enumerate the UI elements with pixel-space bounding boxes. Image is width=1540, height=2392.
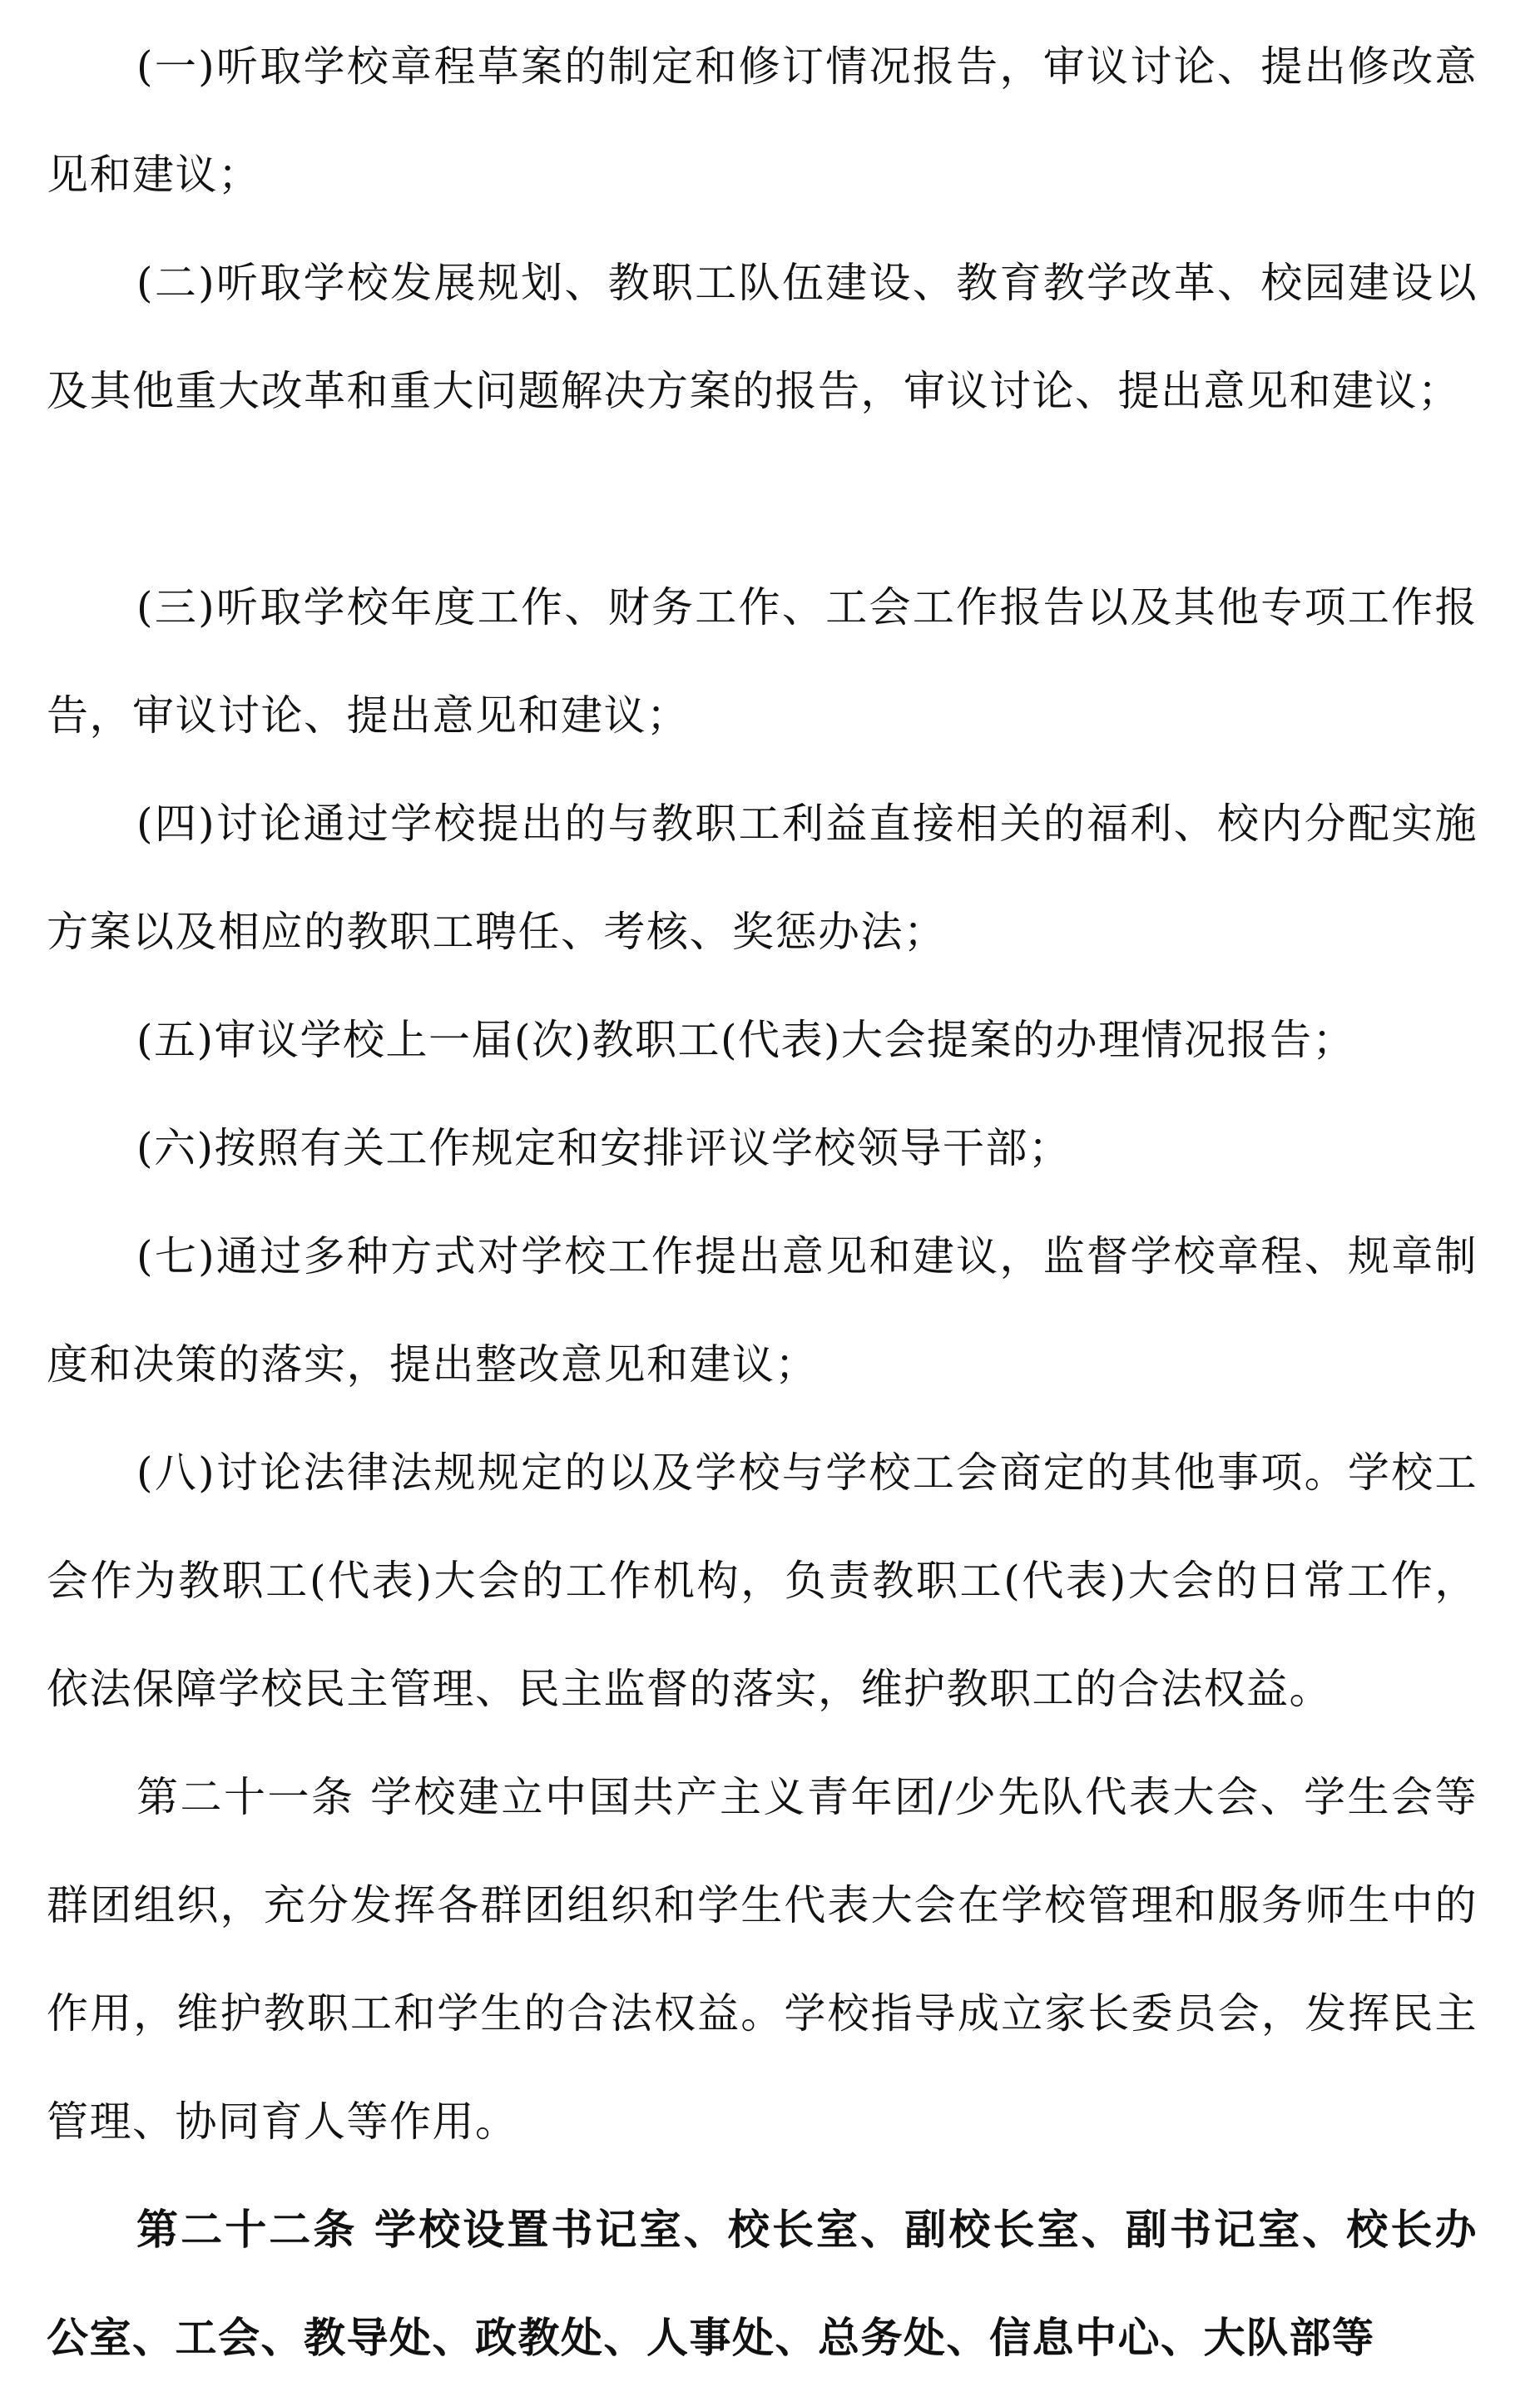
article-22-paragraph: 第二十二条 学校设置书记室、校长室、副校长室、副书记室、校长办公室、工会、教导处、政教处、人事处、总务处、信息中心、大队部等 xyxy=(47,2205,1478,2362)
clause-4-paragraph: (四)讨论通过学校提出的与教职工利益直接相关的福利、校内分配实施方案以及相应的教职工聘任、考核、奖惩办法； xyxy=(47,800,1478,956)
clause-2-paragraph: (二)听取学校发展规划、教职工队伍建设、教育教学改革、校园建设以及其他重大改革和重大问题解决方案的报告，审议讨论、提出意见和建议； xyxy=(47,259,1478,415)
clause-7-paragraph: (七)通过多种方式对学校工作提出意见和建议，监督学校章程、规章制度和决策的落实，提出整改意见和建议； xyxy=(47,1232,1478,1389)
clause-3-paragraph: (三)听取学校年度工作、财务工作、工会工作报告以及其他专项工作报告，审议讨论、提出意见和建议； xyxy=(47,583,1478,740)
clause-6-paragraph: (六)按照有关工作规定和安排评议学校领导干部； xyxy=(136,1124,1072,1172)
clause-5-paragraph: (五)审议学校上一届(次)教职工(代表)大会提案的办理情况报告； xyxy=(136,1016,1356,1064)
article-21-paragraph: 第二十一条 学校建立中国共产主义青年团/少先队代表大会、学生会等群团组织，充分发挥各群团组织和学生代表大会在学校管理和服务师生中的作用，维护教职工和学生的合法权益。学校指导成立家长委员会，发挥民主管理、协同育人等作用。 xyxy=(47,1773,1478,2146)
clause-8-paragraph: (八)讨论法律法规规定的以及学校与学校工会商定的其他事项。学校工会作为教职工(代表)大会的工作机构，负责教职工(代表)大会的日常工作，依法保障学校民主管理、民主监督的落实，维护教职工的合法权益。 xyxy=(47,1449,1478,1713)
clause-1-paragraph: (一)听取学校章程草案的制定和修订情况报告，审议讨论、提出修改意见和建议； xyxy=(47,42,1478,199)
